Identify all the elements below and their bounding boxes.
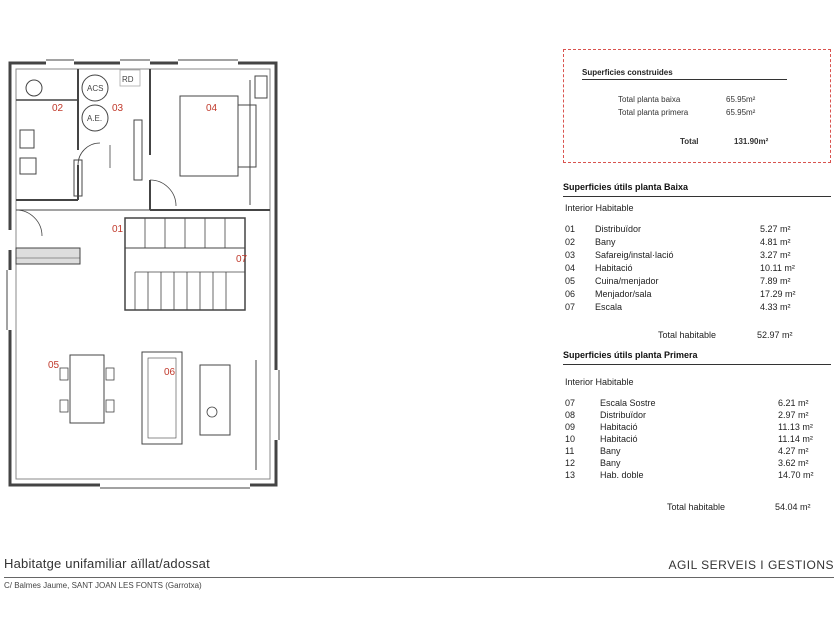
row-name: Habitació xyxy=(600,422,638,432)
built-total-value: 131.90m² xyxy=(734,137,769,146)
table-row xyxy=(0,458,840,470)
table-row xyxy=(0,434,840,446)
room-number-07: 07 xyxy=(236,254,248,265)
row-area: 11.14 m² xyxy=(778,434,813,444)
table-row xyxy=(0,237,840,249)
row-name: Distribuïdor xyxy=(600,410,647,420)
table-row xyxy=(0,263,840,275)
row-num: 12 xyxy=(565,458,576,468)
row-name: Safareig/instal·lació xyxy=(595,250,674,260)
water-heater-label: ACS xyxy=(87,84,104,93)
primera-title: Superficies útils planta Primera xyxy=(563,350,698,360)
room-number-01: 01 xyxy=(112,224,124,235)
row-name: Cuina/menjador xyxy=(595,276,659,286)
room-number-03: 03 xyxy=(112,103,124,114)
row-name: Bany xyxy=(595,237,616,247)
row-name: Menjador/sala xyxy=(595,289,652,299)
baixa-title: Superficies útils planta Baixa xyxy=(563,182,689,192)
table-row xyxy=(0,422,840,434)
row-area: 7.89 m² xyxy=(760,276,791,286)
row-num: 07 xyxy=(565,398,576,408)
built-row-label: Total planta primera xyxy=(618,108,689,117)
room-number-06: 06 xyxy=(164,367,176,378)
row-area: 4.81 m² xyxy=(760,237,791,247)
row-area: 17.29 m² xyxy=(760,289,796,299)
row-area: 6.21 m² xyxy=(778,398,809,408)
built-surfaces-rule xyxy=(582,79,787,80)
row-num: 09 xyxy=(565,422,576,432)
table-row xyxy=(0,250,840,262)
table-row xyxy=(0,224,840,236)
baixa-total-label: Total habitable xyxy=(658,330,717,340)
baixa-rule xyxy=(563,196,831,197)
primera-total-label: Total habitable xyxy=(667,502,726,512)
company-name: AGIL SERVEIS I GESTIONS xyxy=(668,558,834,572)
row-area: 5.27 m² xyxy=(760,224,791,234)
row-name: Hab. doble xyxy=(600,470,644,480)
baixa-subtitle: Interior Habitable xyxy=(565,203,634,213)
row-num: 04 xyxy=(565,263,576,273)
room-number-05: 05 xyxy=(48,360,60,371)
row-name: Distribuïdor xyxy=(595,224,642,234)
row-num: 10 xyxy=(565,434,576,444)
row-name: Habitació xyxy=(600,434,638,444)
table-row xyxy=(0,276,840,288)
row-num: 05 xyxy=(565,276,576,286)
row-name: Bany xyxy=(600,446,621,456)
row-area: 11.13 m² xyxy=(778,422,813,432)
row-name: Escala Sostre xyxy=(600,398,656,408)
row-num: 06 xyxy=(565,289,576,299)
row-name: Habitació xyxy=(595,263,633,273)
row-name: Escala xyxy=(595,302,623,312)
row-area: 10.11 m² xyxy=(760,263,795,273)
table-row xyxy=(0,446,840,458)
expansion-tank-label: A.E. xyxy=(87,114,103,123)
row-num: 02 xyxy=(565,237,576,247)
row-area: 4.33 m² xyxy=(760,302,791,312)
primera-subtitle: Interior Habitable xyxy=(565,377,634,387)
room-number-04: 04 xyxy=(206,103,218,114)
table-row xyxy=(0,410,840,422)
row-area: 14.70 m² xyxy=(778,470,814,480)
table-row xyxy=(0,470,840,482)
row-num: 01 xyxy=(565,224,576,234)
project-address: C/ Balmes Jaume, SANT JOAN LES FONTS (Garrotxa) xyxy=(4,581,202,590)
built-row-value: 65.95m² xyxy=(726,108,756,117)
row-name: Bany xyxy=(600,458,621,468)
row-area: 2.97 m² xyxy=(778,410,809,420)
row-area: 4.27 m² xyxy=(778,446,809,456)
row-num: 03 xyxy=(565,250,576,260)
row-area: 3.62 m² xyxy=(778,458,809,468)
primera-rule xyxy=(563,364,831,365)
primera-total-value: 54.04 m² xyxy=(775,502,811,512)
room-number-02: 02 xyxy=(52,103,64,114)
row-num: 07 xyxy=(565,302,576,312)
table-row xyxy=(0,289,840,301)
row-num: 08 xyxy=(565,410,576,420)
table-row xyxy=(0,302,840,314)
built-row-label: Total planta baixa xyxy=(618,95,681,104)
built-row-value: 65.95m² xyxy=(726,95,756,104)
footer-rule xyxy=(4,577,834,578)
built-surfaces-title: Superficies construides xyxy=(582,68,673,77)
rd-label: RD xyxy=(122,75,134,84)
baixa-total-value: 52.97 m² xyxy=(757,330,793,340)
built-total-label: Total xyxy=(680,137,699,146)
table-row xyxy=(0,398,840,410)
row-area: 3.27 m² xyxy=(760,250,791,260)
row-num: 13 xyxy=(565,470,576,480)
project-title: Habitatge unifamiliar aïllat/adossat xyxy=(4,556,210,571)
row-num: 11 xyxy=(565,446,575,456)
